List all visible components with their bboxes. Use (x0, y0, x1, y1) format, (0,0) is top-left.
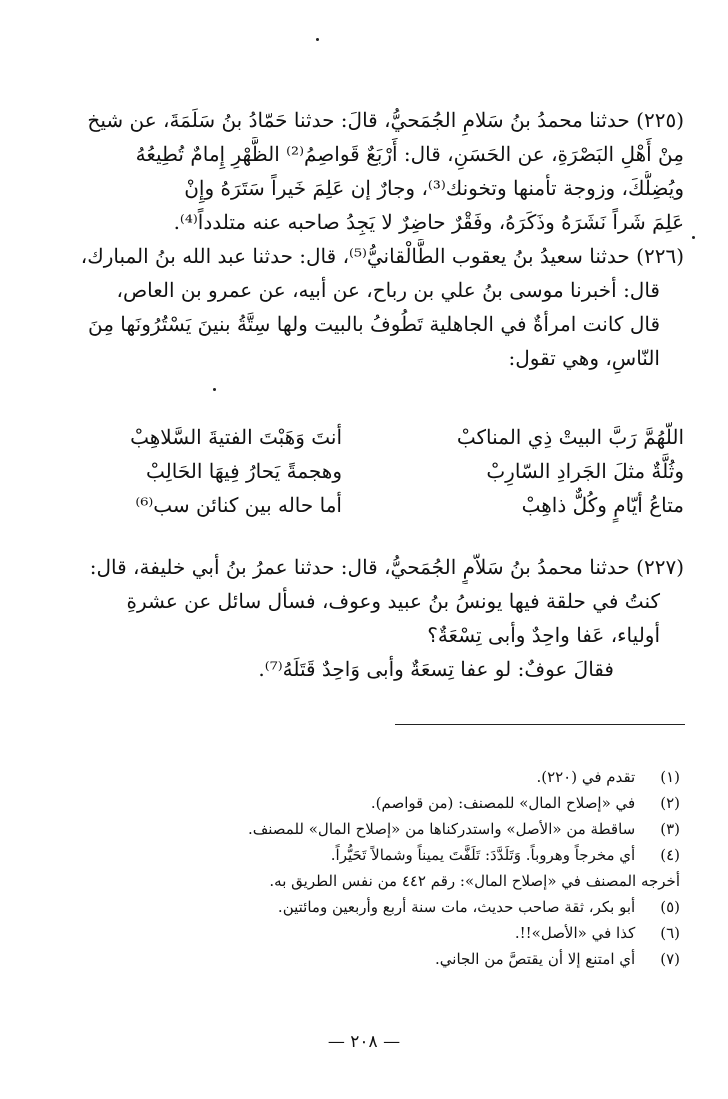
verse-first-hemistich: وثُلَّةٌ مثلَ الجَرادِ السّارِبْ (486, 459, 684, 483)
speck (692, 236, 695, 239)
footnote-number: (٦) (660, 924, 680, 942)
footnote-text: أي امتنع إلا أن يقتصَّ من الجاني. (435, 950, 636, 968)
paragraph-227 (62, 550, 684, 686)
verse-line (62, 488, 684, 522)
page-number: — ٢٠٨ — (327, 1032, 401, 1052)
footnote-continuation (62, 868, 680, 894)
text-line: قال: أخبرنا موسى بنُ علي بن رباح، عن أبيه، عن عمرو بن العاص، (116, 278, 660, 302)
footnote-number: (٤) (660, 846, 680, 864)
speck (316, 38, 319, 41)
text-line: (٢٢٥) حدثنا محمدُ بنُ سَلامِ الجُمَحيُّ، قالَ: حدثنا حَمّادُ بنُ سَلَمَةَ، عن شيخ (87, 108, 684, 132)
text-line: أولياء، عَفا واحِدٌ وأبى تِسْعَةٌ؟ (427, 623, 660, 647)
verse-line (62, 454, 684, 488)
verse-second-hemistich: وهجمةً يَحارُ فِيهَا الحَالِبْ (146, 459, 342, 483)
footnote-text: أبو بكر، ثقة صاحب حديث، مات سنة أربع وأربعين ومائتين. (277, 898, 636, 916)
footnote-number: (٧) (660, 950, 680, 968)
text-line: عَلِمَ شَراً نَشَرَهُ وذَكَرَهُ، وفَقْرٌ حاضِرٌ لا يَجِدُ صاحبه عنه متلدداً⁽⁴⁾. (173, 210, 684, 234)
verse-first-hemistich: اللّهُمَّ رَبَّ البيتْ ذِي المناكبْ (456, 425, 684, 449)
speck (213, 388, 216, 391)
footnote-text: أي مخرجاً وهروباً. وَتَلَدَّدَ: تَلَفَّتَ يميناً وشمالاً تَحَيُّراً. (330, 846, 636, 864)
footnote-number: (٢) (660, 794, 680, 812)
footnote (62, 764, 680, 790)
footnotes (62, 764, 680, 972)
footnote-text: كذا في «الأصل»!!. (514, 924, 636, 942)
text-line: النّاسِ، وهي تقول: (508, 346, 660, 370)
verse-first-hemistich: متاعُ أيّامٍ وكُلٌّ ذاهِبْ (521, 493, 684, 517)
footnote-text: في «إصلاح المال» للمصنف: (من قواصم). (370, 794, 636, 812)
footnote-number: (٥) (660, 898, 680, 916)
footnote (62, 894, 680, 920)
poem (62, 420, 684, 522)
footnote-text: ساقطة من «الأصل» واستدركناها من «إصلاح المال» للمصنف. (247, 820, 636, 838)
verse-second-hemistich: أما حاله بين كنائن سب⁽⁶⁾ (135, 493, 342, 517)
footnote (62, 920, 680, 946)
text-line: فقالَ عوفٌ: لو عفا تِسعَةٌ وأبى وَاحِدٌ قَتَلَهُ⁽⁷⁾. (258, 657, 614, 681)
footnote (62, 816, 680, 842)
text-line: (٢٢٧) حدثنا محمدُ بنُ سَلاّمٍ الجُمَحيُّ، قال: حدثنا عمرُ بنُ أبي خليفة، قال: (89, 555, 684, 579)
paragraph-226 (62, 239, 684, 375)
text-line: مِنْ أَهْلِ البَصْرَةِ، عن الحَسَنِ، قال: أَرْبَعٌ قَواصِمُ⁽²⁾ الظَّهْرِ إِمامٌ تُطِيعُهُ (135, 142, 684, 166)
footnote (62, 842, 680, 868)
text-line: قال كانت امرأةٌ في الجاهلية تَطُوفُ بالبيت ولها سِتَّةُ بنينَ يَسْتُرُونَها مِنَ (88, 312, 660, 336)
verse-second-hemistich: أنتَ وَهَبْتَ الفتيةَ السَّلاهِبْ (130, 425, 342, 449)
footnote (62, 790, 680, 816)
verse-line (62, 420, 684, 454)
text-line: كنتُ في حلقة فيها يونسُ بنُ عبيد وعوف، فسأل سائل عن عشرةِ (126, 589, 660, 613)
footnote-separator (395, 724, 685, 725)
paragraph-225 (62, 103, 684, 239)
footnote-text: تقدم في (٢٢٠). (536, 768, 636, 786)
text-line: (٢٢٦) حدثنا سعيدُ بنُ يعقوب الطَّالْقانيُّ⁽⁵⁾، قال: حدثنا عبد الله بنُ المبارك، (80, 244, 684, 268)
footnote-number: (١) (660, 768, 680, 786)
footnote-text: أخرجه المصنف في «إصلاح المال»: رقم ٤٤٢ من نفس الطريق به. (269, 872, 680, 890)
text-line: ويُضِلُّكَ، وزوجة تأمنها وتخونك⁽³⁾، وجارٌ إن عَلِمَ خَيراً سَتَرَهُ وإِنْ (184, 176, 684, 200)
footnote-number: (٣) (660, 820, 680, 838)
footnote (62, 946, 680, 972)
